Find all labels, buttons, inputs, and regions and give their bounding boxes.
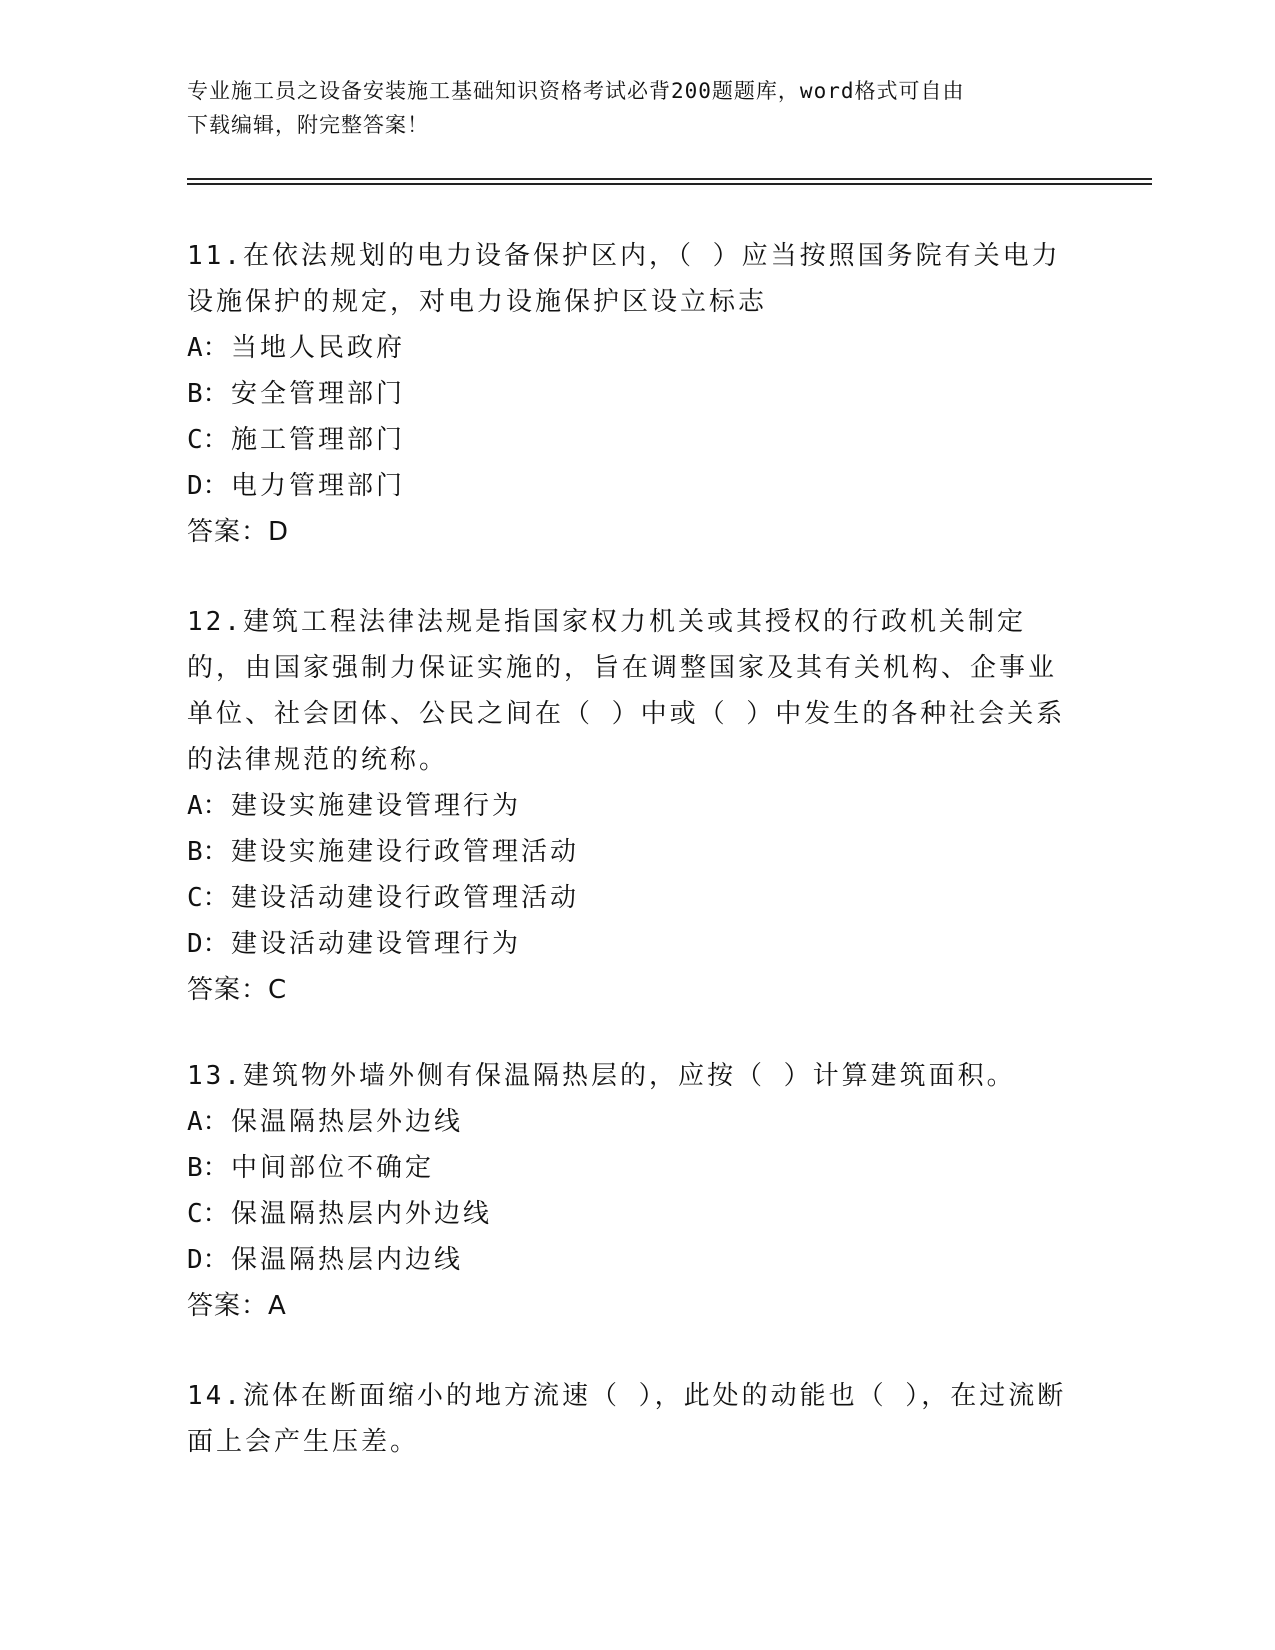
option-key: C： <box>187 883 229 913</box>
answer: 答案：C <box>187 975 288 1005</box>
option-text: 建设实施建设行政管理活动 <box>231 837 580 867</box>
option-text: 安全管理部门 <box>231 379 406 409</box>
option-text: 电力管理部门 <box>231 471 406 501</box>
option-text: 当地人民政府 <box>231 333 406 363</box>
option-key: A： <box>187 333 229 363</box>
question-stem: 12.建筑工程法律法规是指国家权力机关或其授权的行政机关制定的，由国家强制力保证实施的，旨在调整国家及其有关机构、企事业单位、社会团体、公民之间在（ ）中或（ ）中发生的各种社会关系的法律规范的统称。 <box>187 607 1066 775</box>
option-key: C： <box>187 1199 229 1229</box>
question-13 <box>187 1053 1082 1329</box>
option-text: 保温隔热层内边线 <box>231 1245 464 1275</box>
option-key: D： <box>187 1245 229 1275</box>
option-key: C： <box>187 425 229 455</box>
option-key: D： <box>187 929 229 959</box>
option-text: 建设实施建设管理行为 <box>231 791 522 821</box>
option-text: 保温隔热层内外边线 <box>231 1199 493 1229</box>
option-key: A： <box>187 791 229 821</box>
header-divider-top <box>187 178 1152 180</box>
header-title-line-2: 下载编辑，附完整答案！ <box>187 113 429 137</box>
option-text: 建设活动建设管理行为 <box>231 929 522 959</box>
option-key: B： <box>187 837 229 867</box>
option-c <box>187 875 1082 921</box>
option-c <box>187 1191 1082 1237</box>
option-key: D： <box>187 471 229 501</box>
question-14 <box>187 1373 1082 1465</box>
option-text: 保温隔热层外边线 <box>231 1107 464 1137</box>
option-text: 建设活动建设行政管理活动 <box>231 883 580 913</box>
document-header <box>187 74 1087 142</box>
option-key: B： <box>187 379 229 409</box>
option-a <box>187 325 1082 371</box>
option-b <box>187 1145 1082 1191</box>
option-d <box>187 921 1082 967</box>
answer: 答案：D <box>187 517 290 547</box>
option-b <box>187 829 1082 875</box>
option-d <box>187 463 1082 509</box>
option-d <box>187 1237 1082 1283</box>
question-11 <box>187 233 1082 555</box>
option-a <box>187 783 1082 829</box>
option-key: A： <box>187 1107 229 1137</box>
question-stem: 13.建筑物外墙外侧有保温隔热层的，应按（ ）计算建筑面积。 <box>187 1061 1016 1091</box>
option-text: 中间部位不确定 <box>231 1153 435 1183</box>
header-title-line-1: 专业施工员之设备安装施工基础知识资格考试必背200题题库，word格式可自由 <box>187 79 965 103</box>
question-stem: 14.流体在断面缩小的地方流速（ ），此处的动能也（ ），在过流断面上会产生压差。 <box>187 1381 1067 1457</box>
question-12 <box>187 599 1082 1013</box>
question-stem: 11.在依法规划的电力设备保护区内，（ ）应当按照国务院有关电力设施保护的规定，对电力设施保护区设立标志 <box>187 241 1061 317</box>
option-c <box>187 417 1082 463</box>
answer: 答案：A <box>187 1291 287 1321</box>
option-key: B： <box>187 1153 229 1183</box>
option-b <box>187 371 1082 417</box>
header-divider-bottom <box>187 183 1152 185</box>
option-text: 施工管理部门 <box>231 425 406 455</box>
option-a <box>187 1099 1082 1145</box>
